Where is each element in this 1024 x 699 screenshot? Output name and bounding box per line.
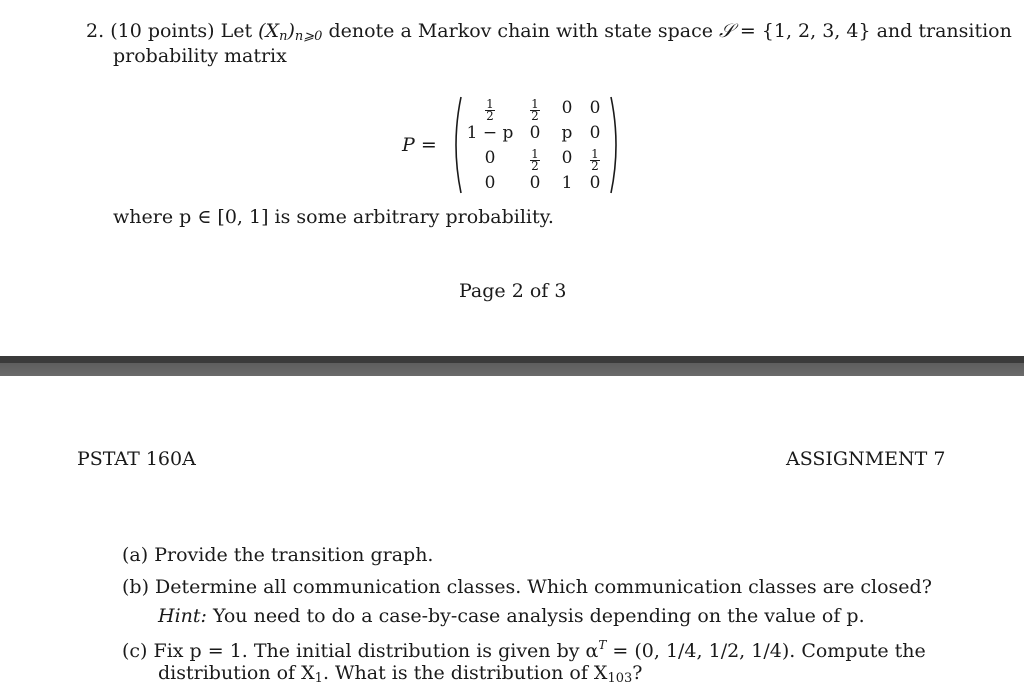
part-b-label: (b) [122,576,149,598]
matrix-cell: p [561,122,573,143]
matrix-cell [530,143,540,172]
matrix-cell: 1 [561,172,573,193]
part-c-label: (c) [122,640,148,662]
hint-label: Hint: [158,605,207,627]
matrix-cell [485,93,495,122]
part-c-line2 [158,662,642,687]
problem-statement-line1 [86,20,1012,45]
matrix-cell: 0 [561,147,573,168]
transpose-sup: T [598,638,607,652]
where-statement: where p ∈ [0, 1] is some arbitrary probability. [113,206,554,228]
assignment-header: ASSIGNMENT 7 [786,448,946,470]
state-space-symbol: 𝒮 [719,20,734,42]
matrix-cell: 0 [484,172,496,193]
matrix-cell [590,143,600,172]
hint-text: You need to do a case-by-case analysis depending on the value of p. [212,605,865,627]
part-a-label: (a) [122,544,149,566]
problem-points: (10 points) [110,20,215,42]
matrix-cell [530,93,540,122]
matrix-grid [463,95,609,195]
x103-subscript: 103 [607,671,633,686]
part-a-text: Provide the transition graph. [154,544,434,566]
part-b-text: Determine all communication classes. Which communication classes are closed? [155,576,932,598]
course-header: PSTAT 160A [77,448,196,470]
matrix-cell: 0 [529,172,541,193]
intro-text: denote a Markov chain with state space [328,20,713,42]
matrix-cell: 1 − p [466,122,514,143]
problem-statement-line2: probability matrix [113,45,287,67]
page-separator [0,356,1024,376]
matrix-cell: 0 [529,122,541,143]
matrix-cell: 0 [589,122,601,143]
state-space-def: = {1, 2, 3, 4} and transition [739,20,1012,42]
transition-matrix [449,94,623,196]
page-number: Page 2 of 3 [459,280,567,302]
part-a [122,544,433,567]
c-line2-text-b: . What is the distribution of X [322,662,608,684]
fraction: $\frac{1}{2}$ [486,97,494,123]
matrix-cell: 0 [589,97,601,118]
left-paren [449,95,463,195]
part-c-text-2: = (0, 1/4, 1/2, 1/4). Compute the [612,640,926,662]
part-c-line1 [122,638,926,663]
matrix-cell: 0 [589,172,601,193]
fraction: $\frac{1}{2}$ [531,147,539,173]
x1-subscript: 1 [314,671,323,686]
c-line2-text: distribution of X [158,662,315,684]
right-paren [609,95,623,195]
problem-number: 2. [86,20,105,42]
fraction: $\frac{1}{2}$ [531,97,539,123]
part-b-hint [158,605,865,628]
part-c-text: Fix p = 1. The initial distribution is given by α [153,640,599,662]
chain-symbol: $(X_n)_{n⩾0}$ [258,20,323,44]
part-b [122,576,932,599]
c-line2-text-c: ? [632,662,643,684]
matrix-cell: 0 [561,97,573,118]
fraction: $\frac{1}{2}$ [591,147,599,173]
matrix-label: P = [402,134,437,156]
matrix-cell: 0 [484,147,496,168]
intro-let: Let [220,20,253,42]
